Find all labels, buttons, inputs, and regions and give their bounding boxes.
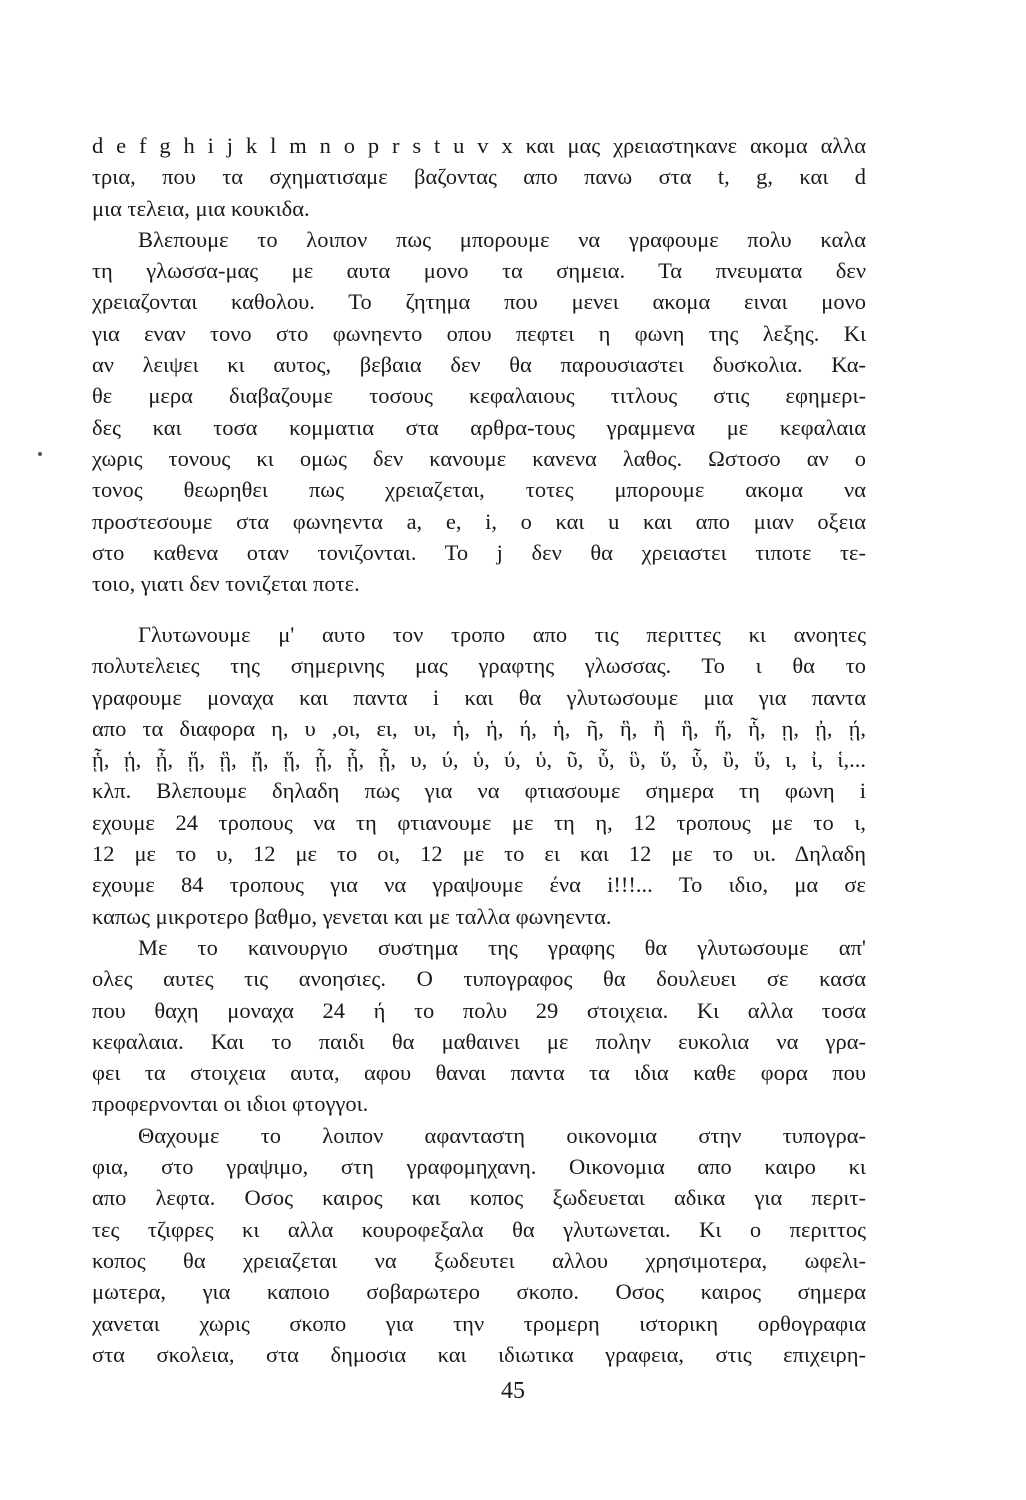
text-line: Θαχουμε το λοιπον αφανταστη οικονομια στην τυπογρα- — [138, 1122, 866, 1148]
text-line: τες τζιφρες κι αλλα κουροφεξαλα θα γλυτωνεται. Κι ο περιττος — [92, 1216, 866, 1242]
text-block-bottom — [92, 619, 866, 1370]
text-line: ᾗ, ᾑ, ᾖ, ᾕ, ᾓ, ᾔ, ᾕ, ᾗ, ᾗ, ᾗ, υ, ύ, ὑ, ύ, ὑ, ῦ, ὗ, ὓ, ὕ, ὗ, ὒ, ὕ, ι, ἰ, ἱ,... — [92, 747, 866, 773]
text-line: προστεσουμε στα φωνηεντα a, e, i, o και u και απο μιαν οξεια — [92, 508, 866, 534]
text-line: προφερνονται οι ιδιοι φτογγοι. — [92, 1091, 369, 1117]
text-line: Με το καινουργιο συστημα της γραφης θα γλυτωσουμε απ' — [138, 934, 866, 960]
text-line: εχουμε 24 τροπους να τη φτιανουμε με τη η, 12 τροπους με το ι, — [92, 809, 866, 835]
text-line: εχουμε 84 τροπους για να γραψουμε ένα i!!!... Το ιδιο, μα σε — [92, 872, 866, 898]
text-line: τη γλωσσα-μας με αυτα μονο τα σημεια. Τα πνευματα δεν — [92, 258, 866, 284]
text-line: αν λειψει κι αυτος, βεβαια δεν θα παρουσιαστει δυσκολια. Κα- — [92, 352, 866, 378]
text-block-top — [92, 130, 866, 599]
text-line: θε μερα διαβαζουμε τοσους κεφαλαιους τιτλους στις εφημερι- — [92, 383, 866, 409]
text-line: Γλυτωνουμε μ' αυτο τον τροπο απο τις περιττες κι ανοητες — [138, 622, 866, 647]
text-line: χωρις τονους κι ομως δεν κανουμε κανενα λαθος. Ωστοσο αν ο — [92, 445, 866, 471]
text-line: στα σκολεια, στα δημοσια και ιδιωτικα γραφεια, στις επιχειρη- — [92, 1341, 866, 1367]
text-line: που θαχη μοναχα 24 ή το πολυ 29 στοιχεια. Κι αλλα τοσα — [92, 997, 866, 1023]
text-line: χανεται χωρις σκοπο για την τρομερη ιστορικη ορθογραφια — [92, 1310, 866, 1336]
text-line: κεφαλαια. Και το παιδι θα μαθαινει με πολην ευκολια να γρα- — [92, 1028, 866, 1054]
text-line: στο καθενα οταν τονιζονται. Το j δεν θα χρειαστει τιποτε τε- — [92, 539, 866, 565]
text-line: τρια, που τα σχηματισαμε βαζοντας απο πανω στα t, g, και d — [92, 164, 866, 190]
print-speck — [38, 452, 42, 456]
text-line: κοπος θα χρειαζεται να ξωδευτει αλλου χρησιμοτερα, ωφελι- — [92, 1247, 866, 1273]
text-line: ολες αυτες τις ανοησιες. Ο τυπογραφος θα δουλευει σε κασα — [92, 966, 866, 992]
text-line: γραφουμε μοναχα και παντα i και θα γλυτωσουμε μια για παντα — [92, 684, 866, 710]
page-number: 45 — [501, 1378, 525, 1404]
text-line: τοιο, γιατι δεν τονιζεται ποτε. — [92, 571, 360, 597]
text-line: απο τα διαφορα η, υ ,οι, ει, υι, ἡ, ἡ, ή, ἡ, ῆ, ἣ, ἢ ἣ, ἥ, ἧ, ῃ, ᾐ, ῄ, — [92, 715, 866, 741]
text-line: κλπ. Βλεπουμε δηλαδη πως για να φτιασουμε σημερα τη φωνη i — [92, 778, 866, 804]
text-line: Βλεπουμε το λοιπον πως μπορουμε να γραφουμε πολυ καλα — [138, 226, 866, 252]
text-line: d e f g h i j k l m n o p r s t u v x και μας χρειαστηκανε ακομα αλλα — [92, 133, 866, 158]
text-line: φει τα στοιχεια αυτα, αφου θαναι παντα τα ιδια καθε φορα που — [92, 1060, 866, 1086]
text-line: τονος θεωρηθει πως χρειαζεται, τοτες μπορουμε ακομα να — [92, 477, 866, 503]
text-line: μωτερα, για καποιο σοβαρωτερο σκοπο. Οσος καιρος σημερα — [92, 1279, 866, 1305]
text-line: χρειαζονται καθολου. Το ζητημα που μενει ακομα ειναι μονο — [92, 289, 866, 315]
text-line: για εναν τονο στο φωνηεντο οπου πεφτει η φωνη της λεξης. Κι — [92, 320, 866, 346]
text-line: φια, στο γραψιμο, στη γραφομηχανη. Οικονομια απο καιρο κι — [92, 1154, 866, 1180]
text-line: καπως μικροτερο βαθμο, γενεται και με ταλλα φωνηεντα. — [92, 903, 612, 929]
text-line: δες και τοσα κομματια στα αρθρα-τους γραμμενα με κεφαλαια — [92, 414, 866, 440]
text-line: απο λεφτα. Οσος καιρος και κοπος ξωδευεται αδικα για περιτ- — [92, 1185, 866, 1211]
text-line: 12 με το υ, 12 με το οι, 12 με το ει και 12 με το υι. Δηλαδη — [92, 841, 866, 867]
text-line: πολυτελειες της σημερινης μας γραφτης γλωσσας. Το ι θα το — [92, 653, 866, 679]
text-line: μια τελεια, μια κουκιδα. — [92, 195, 310, 221]
